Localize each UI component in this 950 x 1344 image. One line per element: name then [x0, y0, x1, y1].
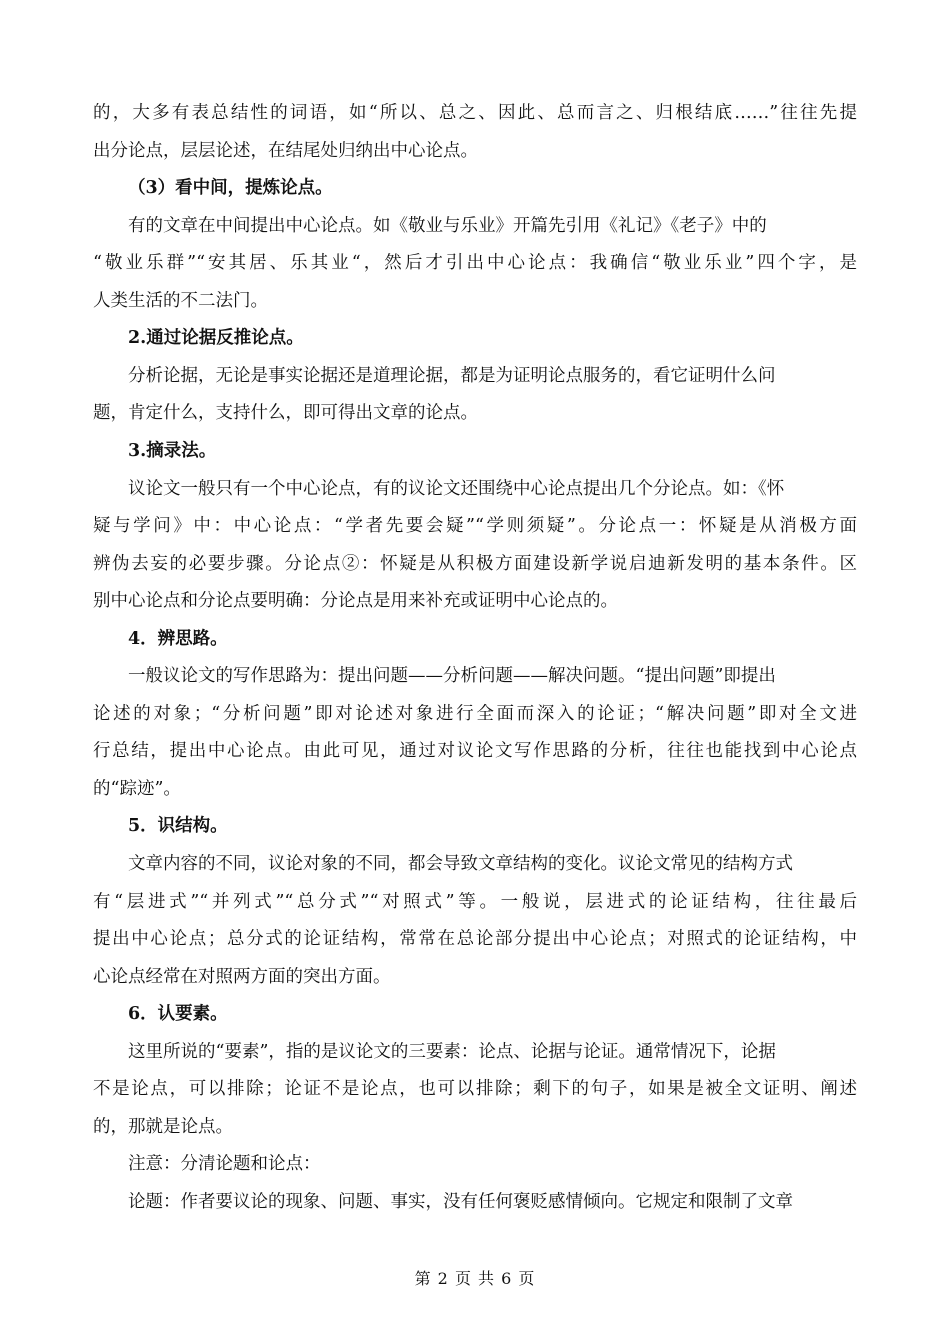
page-footer: 第 2 页 共 6 页	[414, 1269, 536, 1288]
text-line: 行总结，提出中心论点。由此可见，通过对议论文写作思路的分析，往往也能找到中心论点	[93, 741, 857, 762]
text-line: 辨伪去妄的必要步骤。分论点②：怀疑是从积极方面建设新学说启迪新发明的基本条件。区	[93, 553, 857, 574]
text-line: 心论点经常在对照两方面的突出方面。	[93, 966, 391, 987]
text-line: 论述的对象；“分析问题”即对论述对象进行全面而深入的论证；“解决问题”即对全文进	[93, 703, 857, 724]
section-heading: 4．辨思路。	[128, 628, 228, 649]
text-line: 文章内容的不同，议论对象的不同，都会导致文章结构的变化。议论文常见的结构方式	[128, 854, 793, 874]
text-line: 提出中心论点；总分式的论证结构，常常在总论部分提出中心论点；对照式的论证结构，中	[93, 929, 857, 950]
section-heading: 6．认要素。	[128, 1004, 228, 1025]
text-line: 别中心论点和分论点要明确：分论点是用来补充或证明中心论点的。	[93, 591, 618, 612]
text-line: “敬业乐群”“安其居、乐其业“，然后才引出中心论点：我确信“敬业乐业”四个字，是	[93, 253, 857, 274]
text-line: 不是论点，可以排除；论证不是论点，也可以排除；剩下的句子，如果是被全文证明、阐述	[93, 1079, 857, 1100]
text-line: 疑与学问》中：中心论点：“学者先要会疑”“学则须疑”。分论点一：怀疑是从消极方面	[93, 516, 857, 537]
text-line: 的，那就是论点。	[93, 1116, 233, 1137]
text-line: 分析论据，无论是事实论据还是道理论据，都是为证明论点服务的，看它证明什么问	[128, 365, 776, 386]
text-line: 的，大多有表总结性的词语，如“所以、总之、因此、总而言之、归根结底……”往往先提	[93, 103, 857, 123]
section-heading: 3.摘录法。	[128, 440, 217, 461]
text-line: 题，肯定什么，支持什么，即可得出文章的论点。	[93, 403, 478, 424]
section-heading: 5．识结构。	[128, 816, 228, 837]
text-line: 这里所说的“要素”，指的是议论文的三要素：论点、论据与论证。通常情况下，论据	[128, 1041, 776, 1062]
text-line: 有的文章在中间提出中心论点。如《敬业与乐业》开篇先引用《礼记》《老子》中的	[128, 215, 767, 236]
text-line: 论题：作者要议论的现象、问题、事实，没有任何褒贬感情倾向。它规定和限制了文章	[128, 1191, 793, 1212]
section-heading: （3）看中间，提炼论点。	[128, 178, 333, 199]
text-line: 有“层进式”“并列式”“总分式”“对照式”等。一般说，层进式的论证结构，往往最后	[93, 891, 857, 912]
text-line: 出分论点，层层论述，在结尾处归纳出中心论点。	[93, 140, 478, 161]
text-line: 的“踪迹”。	[93, 778, 181, 799]
text-line: 一般议论文的写作思路为：提出问题——分析问题——解决问题。“提出问题”即提出	[128, 666, 776, 687]
text-line: 议论文一般只有一个中心论点，有的议论文还围绕中心论点提出几个分论点。如：《怀	[128, 478, 785, 499]
section-heading: 2.通过论据反推论点。	[128, 328, 304, 349]
text-line: 人类生活的不二法门。	[93, 290, 268, 311]
text-line: 注意：分清论题和论点：	[128, 1154, 321, 1175]
